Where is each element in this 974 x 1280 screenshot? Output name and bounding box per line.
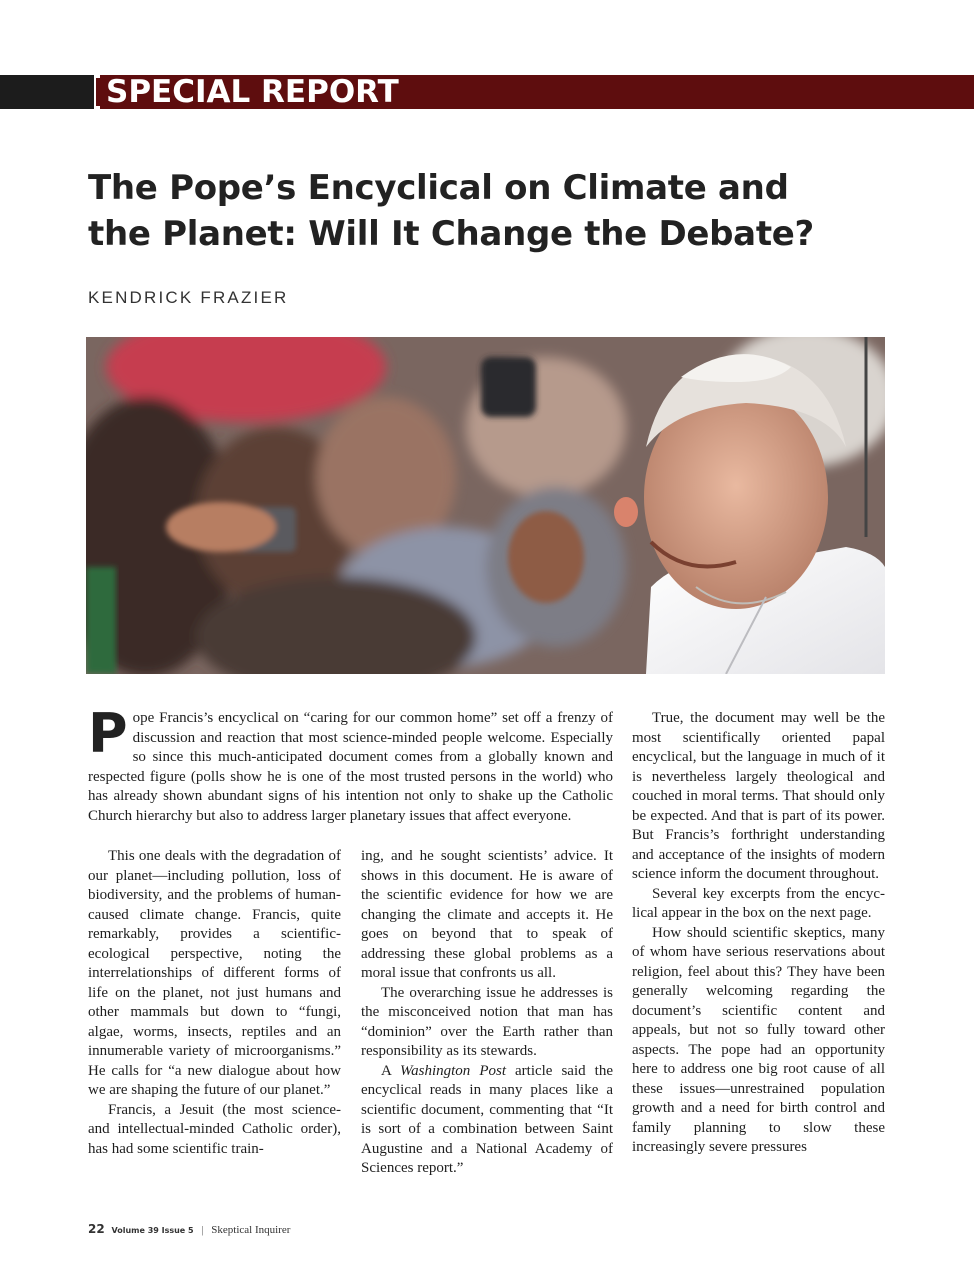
body-column-1 bbox=[88, 847, 341, 1159]
body-paragraph: This one deals with the degradation of our planet—including pollution, loss of biodiversity, and the problems of human-caused climate change. Francis, quite remarkably, provides a scientific-ecological perspective, noting the interrelationships of different forms of life on the planet, not just humans and other mammals but down to “fungi, algae, worms, insects, reptiles and an innumerable variety of microorganisms.” He calls for “a new dialogue about how we are shaping the future of our planet.” bbox=[88, 848, 341, 1098]
page-footer bbox=[88, 1222, 290, 1236]
footer-separator: | bbox=[201, 1224, 204, 1236]
article-title bbox=[88, 165, 888, 257]
publication-name: Washington Post bbox=[400, 1062, 506, 1079]
body-paragraph: True, the document may well be the most scientifically oriented papal encyclical, but the language in much of it is nevertheless largely theological and couched in moral terms. That should only be expected. And that is part of its power. But Francis’s forthright understanding and acceptance of the insights of modern science inform the document throughout. bbox=[632, 710, 885, 882]
banner-bracket-inner bbox=[96, 78, 100, 106]
body-paragraph: ing, and he sought scientists’ advice. It shows in this document. He is aware of the scientific evidence for how we are changing the climate and accepts it. He goes on beyond that to speak of addressing these global problems as a moral issue that confronts us all. bbox=[361, 848, 613, 981]
section-label: SPECIAL REPORT bbox=[106, 74, 399, 110]
article-title-line-2: the Planet: Will It Change the Debate? bbox=[88, 214, 814, 254]
volume-issue: Volume 39 Issue 5 bbox=[111, 1226, 194, 1235]
body-paragraph bbox=[361, 1062, 613, 1179]
body-paragraph: The overarching issue he addresses is the misconceived notion that man has “dominion” over the Earth rather than responsibility as its stewards. bbox=[361, 984, 613, 1059]
page-number: 22 bbox=[88, 1222, 105, 1236]
author-byline: KENDRICK FRAZIER bbox=[88, 288, 289, 307]
article-title-line-1: The Pope’s Encyclical on Climate and bbox=[88, 168, 789, 208]
journal-name: Skeptical Inquirer bbox=[211, 1224, 291, 1236]
body-column-2 bbox=[361, 847, 613, 1179]
text-run: A bbox=[381, 1062, 401, 1079]
photo-illustration bbox=[86, 337, 885, 674]
article-photo bbox=[86, 337, 885, 674]
body-paragraph: How should scientific skeptics, many of whom have serious reservations about religion, feel about this? They have been generally welcoming regarding the document’s scientific content and appeals, but not so fully toward other aspects. The pope had an opportunity here to address one big root cause of all these issues—unrestrained population growth and a need for birth control and family planning to slow these increasingly severe pressures bbox=[632, 924, 885, 1155]
drop-cap: P bbox=[88, 702, 128, 765]
lead-paragraph-block bbox=[88, 702, 613, 826]
lead-paragraph bbox=[88, 702, 613, 826]
banner-dark-block bbox=[0, 75, 94, 109]
body-paragraph: Francis, a Jesuit (the most science- and intellectual-minded Catholic order), has had some scientific train- bbox=[88, 1101, 341, 1157]
lead-text: ope Francis’s encyclical on “caring for our common home” set off a frenzy of discussion and reaction that most science-minded people welcome. Especially so since this much-anticipated document comes from a globally known and respected figure (polls show he is one of the most trusted persons in the world) who has already shown abundant signs of his intention not only to shake up the Catholic Church hierarchy but also to address larger planetary issues that affect everyone. bbox=[88, 710, 613, 824]
body-column-3 bbox=[632, 709, 885, 1158]
text-run: article said the encyclical reads in many places like a scientific document, commenting that “It is sort of a combination between Saint Augustine and a National Academy of Sciences report.” bbox=[361, 1062, 613, 1176]
body-paragraph: Several key excerpts from the encyclical appear in the box on the next page. bbox=[632, 885, 885, 921]
